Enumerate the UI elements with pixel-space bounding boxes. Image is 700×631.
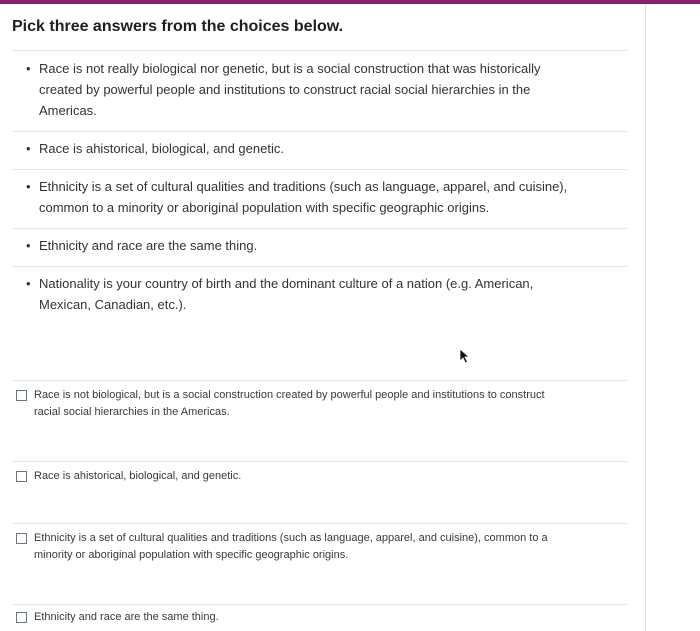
statement-item — [26, 235, 596, 256]
bullet-icon: • — [26, 238, 31, 253]
divider — [12, 169, 627, 170]
question-prompt: Pick three answers from the choices below. — [12, 18, 344, 35]
bullet-icon: • — [26, 179, 31, 194]
answer-choice[interactable] — [16, 387, 616, 421]
answer-label[interactable]: Ethnicity is a set of cultural qualities and traditions (such as language, apparel, and cuisine), common to a minority or aboriginal population with specific geographic origins. — [34, 532, 548, 561]
statement-text: Ethnicity and race are the same thing. — [39, 238, 258, 253]
statement-text: Nationality is your country of birth and the dominant culture of a nation (e.g. American, Mexican, Canadian, etc.). — [39, 276, 534, 312]
statement-item — [26, 138, 596, 159]
divider — [12, 50, 627, 51]
answer-choice[interactable] — [16, 609, 616, 626]
answer-label[interactable]: Race is ahistorical, biological, and genetic. — [34, 470, 242, 482]
divider — [12, 228, 627, 229]
answer-choice[interactable] — [16, 468, 616, 485]
statement-text: Race is not really biological nor genetic, but is a social construction that was historically created by powerful people and institutions to construct racial social hierarchies in the Americas. — [39, 61, 541, 118]
divider — [12, 266, 627, 267]
question-panel — [0, 4, 645, 631]
bullet-icon: • — [26, 141, 31, 156]
bullet-icon: • — [26, 276, 31, 291]
mouse-pointer-icon — [459, 348, 471, 364]
divider — [12, 523, 627, 524]
statement-text: Race is ahistorical, biological, and genetic. — [39, 141, 284, 156]
answer-label[interactable]: Ethnicity and race are the same thing. — [34, 611, 219, 623]
statement-item — [26, 176, 596, 218]
answer-label[interactable]: Race is not biological, but is a social construction created by powerful people and institutions to construct racial social hierarchies in the Americas. — [34, 389, 545, 418]
answer-checkbox[interactable] — [16, 533, 27, 544]
statement-item — [26, 273, 596, 315]
answer-checkbox[interactable] — [16, 390, 27, 401]
divider — [12, 380, 627, 381]
answer-choice[interactable] — [16, 530, 616, 564]
answer-checkbox[interactable] — [16, 471, 27, 482]
divider — [12, 461, 627, 462]
divider — [12, 131, 627, 132]
statement-item — [26, 58, 596, 121]
bullet-icon: • — [26, 61, 31, 76]
divider — [12, 604, 627, 605]
answer-checkbox[interactable] — [16, 612, 27, 623]
panel-divider — [645, 4, 646, 631]
statement-text: Ethnicity is a set of cultural qualities and traditions (such as language, apparel, and cuisine), common to a minority or aboriginal population with specific geographic origins. — [39, 179, 568, 215]
